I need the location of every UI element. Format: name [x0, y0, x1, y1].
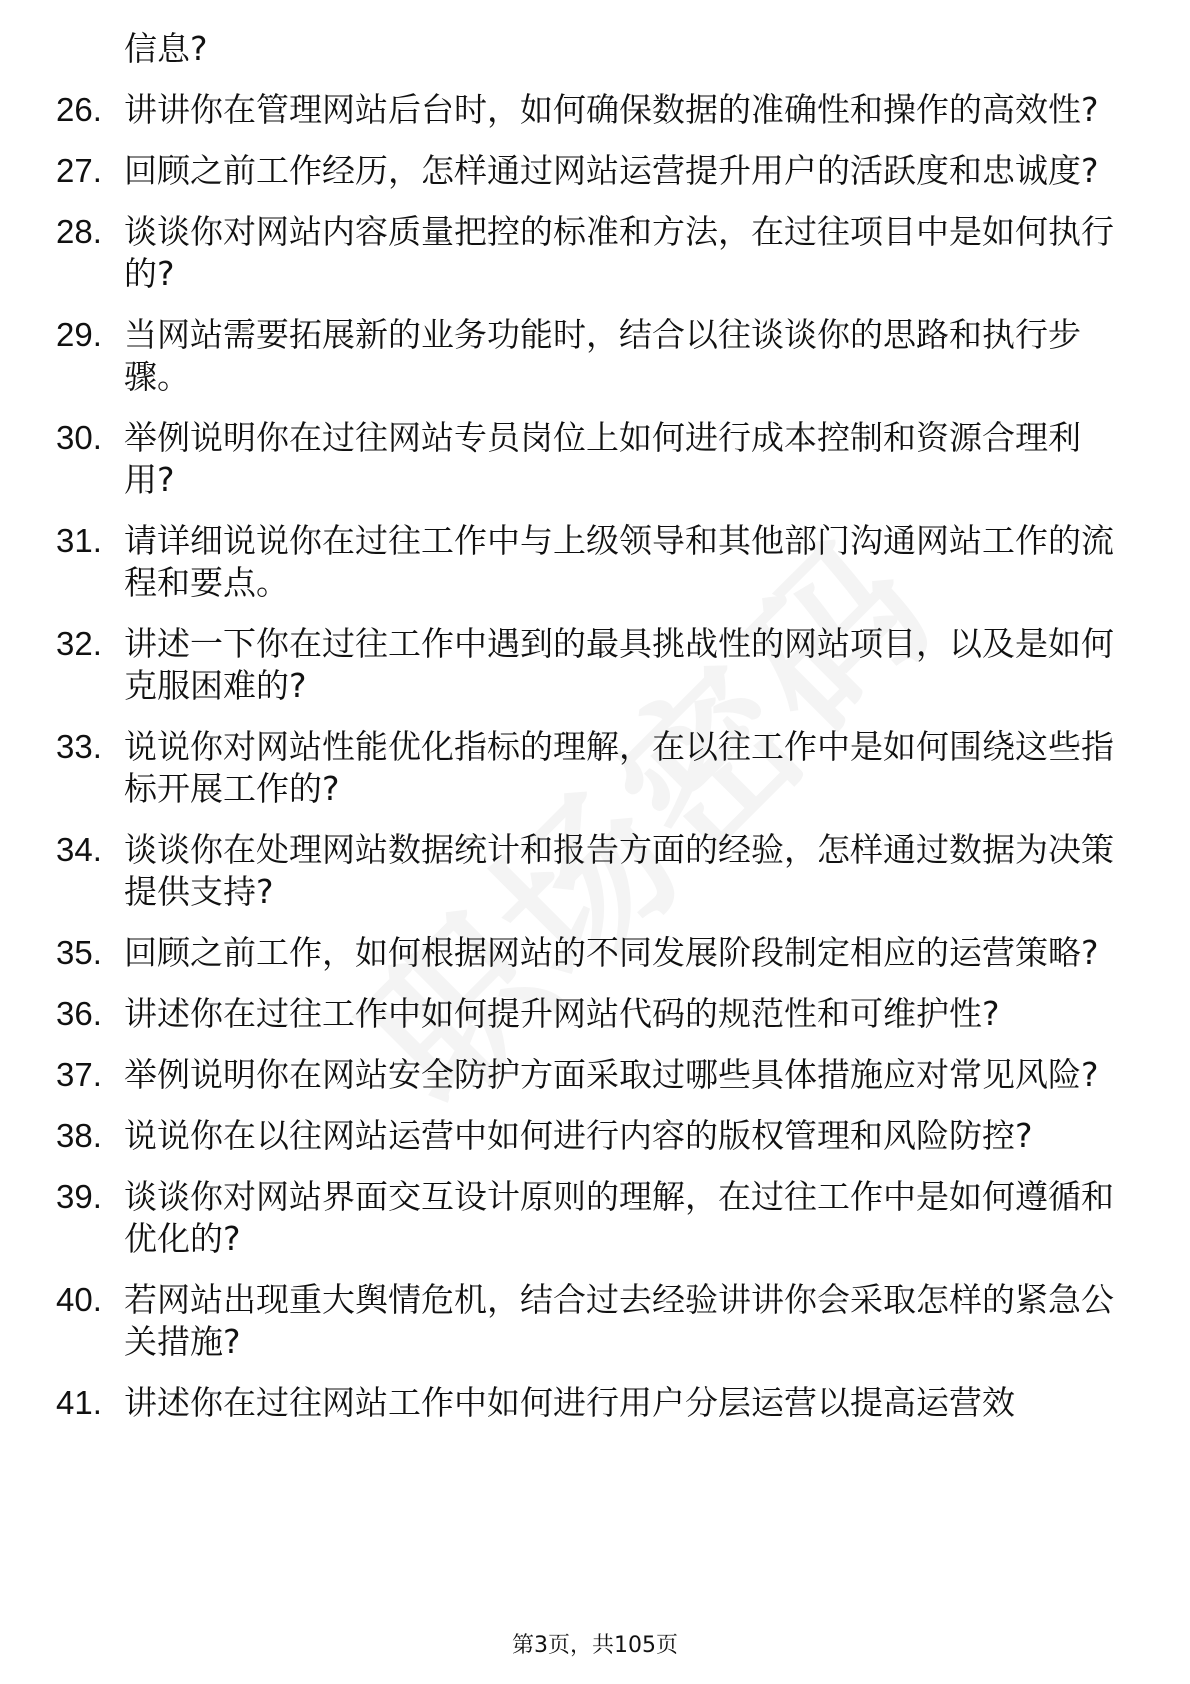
- item-text: 谈谈你在处理网站数据统计和报告方面的经验，怎样通过数据为决策提供支持?: [124, 830, 1114, 911]
- item-text: 举例说明你在网站安全防护方面采取过哪些具体措施应对常见风险?: [124, 1055, 1099, 1094]
- item-number: 28.: [56, 213, 102, 250]
- list-item: [56, 993, 1136, 1035]
- list-item: [56, 28, 1136, 70]
- item-number: 34.: [56, 831, 102, 868]
- item-text: 若网站出现重大舆情危机，结合过去经验讲讲你会采取怎样的紧急公关措施?: [124, 1280, 1114, 1361]
- item-number: 31.: [56, 522, 102, 559]
- item-number: 38.: [56, 1117, 102, 1154]
- list-item: [56, 829, 1136, 913]
- list-item: [56, 314, 1136, 398]
- item-text: 说说你在以往网站运营中如何进行内容的版权管理和风险防控?: [124, 1116, 1033, 1155]
- item-text: 讲述一下你在过往工作中遇到的最具挑战性的网站项目，以及是如何克服困难的?: [124, 624, 1114, 705]
- item-text: 回顾之前工作，如何根据网站的不同发展阶段制定相应的运营策略?: [124, 933, 1099, 972]
- list-item: [56, 1279, 1136, 1363]
- list-item: [56, 520, 1136, 604]
- item-text: 信息?: [124, 29, 208, 68]
- list-item: [56, 726, 1136, 810]
- item-number: 40.: [56, 1281, 102, 1318]
- item-number: 37.: [56, 1056, 102, 1093]
- list-item: [56, 211, 1136, 295]
- item-number: 32.: [56, 625, 102, 662]
- item-text: 谈谈你对网站内容质量把控的标准和方法，在过往项目中是如何执行的?: [124, 212, 1114, 293]
- item-number: 36.: [56, 995, 102, 1032]
- list-item: [56, 150, 1136, 192]
- item-number: 35.: [56, 934, 102, 971]
- list-item: [56, 417, 1136, 501]
- item-text: 讲述你在过往工作中如何提升网站代码的规范性和可维护性?: [124, 994, 1000, 1033]
- item-text: 谈谈你对网站界面交互设计原则的理解，在过往工作中是如何遵循和优化的?: [124, 1177, 1114, 1258]
- item-text: 当网站需要拓展新的业务功能时，结合以往谈谈你的思路和执行步骤。: [124, 315, 1081, 396]
- list-item: [56, 1115, 1136, 1157]
- item-text: 举例说明你在过往网站专员岗位上如何进行成本控制和资源合理利用?: [124, 418, 1081, 499]
- item-text: 说说你对网站性能优化指标的理解，在以往工作中是如何围绕这些指标开展工作的?: [124, 727, 1114, 808]
- item-number: 33.: [56, 728, 102, 765]
- list-item: [56, 1382, 1136, 1424]
- list-item: [56, 932, 1136, 974]
- item-number: 39.: [56, 1178, 102, 1215]
- list-item: [56, 89, 1136, 131]
- item-number: 26.: [56, 91, 102, 128]
- list-item: [56, 623, 1136, 707]
- item-number: 29.: [56, 316, 102, 353]
- question-list: [56, 28, 1136, 1443]
- item-text: 回顾之前工作经历，怎样通过网站运营提升用户的活跃度和忠诚度?: [124, 151, 1099, 190]
- list-item: [56, 1176, 1136, 1260]
- list-item: [56, 1054, 1136, 1096]
- item-text: 讲讲你在管理网站后台时，如何确保数据的准确性和操作的高效性?: [124, 90, 1099, 129]
- item-number: 30.: [56, 419, 102, 456]
- item-number: 27.: [56, 152, 102, 189]
- item-number: 41.: [56, 1384, 102, 1421]
- item-text: 请详细说说你在过往工作中与上级领导和其他部门沟通网站工作的流程和要点。: [124, 521, 1114, 602]
- page-number: 第3页，共105页: [512, 1633, 678, 1658]
- item-text: 讲述你在过往网站工作中如何进行用户分层运营以提高运营效: [124, 1383, 1015, 1422]
